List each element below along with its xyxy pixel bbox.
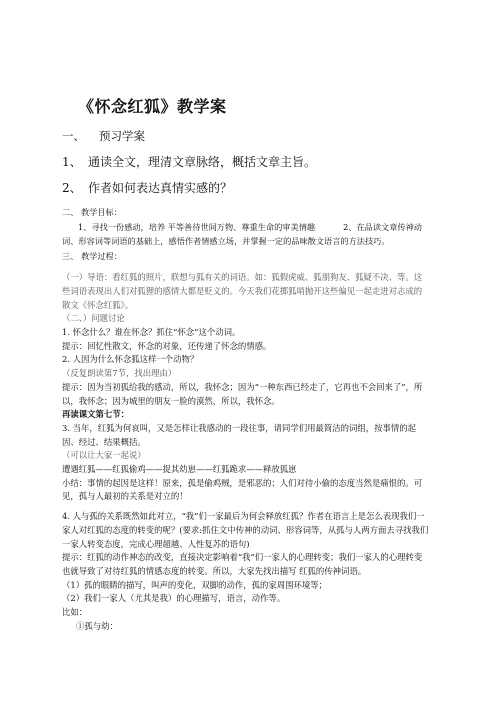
reread-heading: 再读课文第七节： [62, 409, 129, 420]
hint-2: 提示：因为当初狐给我的感动，所以，我怀念；因为“一种东西已经走了，它再也不会回来了”，所以，我怀念；因为城里的朋友一脸的漠然，所以，我怀念。 [62, 381, 423, 406]
question-1: 1. 怀念什么？谁在怀念？抓住“怀念”这个动词。 [62, 327, 241, 337]
summary: 小结：事情的起因是这样！原来，孤是偷鸡贼，是邪恶的；人们对待小偷的态度当然是痛恨的。可见，孤与人最初的关系是对立的！ [62, 477, 423, 502]
question-4: 4. 人与孤的关系既然如此对立，“我”们一家最后为何会释放红狐？作者在语言上是怎么表现我们一家人对红狐的态度的转变的呢？(要求:抓住文中传神的动词、形容词等，从孤与人两方面去寻找我们一家人转变态度，完成心理超越、人性复苏的语句) [62, 511, 429, 549]
list-item-2: （2）我们一家人（尤其是我）的心理描写，语言，动作等。 [62, 593, 286, 604]
preview-question-1: 1、 通读全文，理清文章脉络，概括文章主旨。 [62, 155, 317, 169]
preview-question-2: 2、 作者如何表达真情实感的？ [62, 181, 233, 195]
hint-4: 提示：红狐的动作神态的改变，直接决定影响着“我”们一家人的心理转变；我们一家人的心理转变也就导致了对待红狐的情感态度的转变。所以，大家先找出描写 红狐的传神词语。 [62, 552, 423, 576]
list-item-1: （1）孤的眼睛的描写，叫声的变化，双脚的动作，孤的家周围环境等； [62, 579, 327, 590]
document-title: 《怀念红狐》教学案 [78, 97, 227, 116]
section-goals-heading: 二、 教学目标： [62, 207, 122, 217]
teaching-goals: 1、寻找一份感动，培养 平等善待世间万物、尊重生命的审美情趣 2、在品读文章传神动词、形容词等词语的基础上，感悟作者情感立场，并掌握一定的品味散文语言的方法技巧。 [62, 221, 422, 246]
question-3-note: （可以让大家一起说） [62, 450, 146, 461]
example-item-1: ①孤与幼： [76, 620, 118, 631]
discussion-heading: （二、）问题讨论 [62, 313, 125, 324]
section-process-heading: 三、 教学过程： [62, 251, 122, 262]
hint-1: 提示：回忆性散文，怀念的对象，还传递了怀念的情感。 [62, 340, 272, 351]
question-2: 2. 人因为什么怀念狐这样一个动物？ [62, 354, 199, 365]
question-3: 3. 当年，红狐为何哀叫，又是怎样让我感动的一段往事，请同学们用最简洁的词组，按事情的起因、经过、结果概括。 [62, 422, 417, 447]
example-label: 比如： [62, 607, 88, 618]
question-2-note: （反复朗读第7节，找出理由） [62, 368, 177, 379]
event-chain: 遭遇红狐——红狐偷鸡——捉其幼崽——红狐跪求——释放狐崽 [62, 464, 297, 475]
section-preview-heading: 一、 预习学案 [62, 129, 145, 143]
lead-in-paragraph: （一）导语：看红狐的照片，联想与狐有关的词语。如：狐假虎威、狐朋狗友、狐疑不决、等。这些词语表现出人们对狐狸的感情大都是贬义的。今天我们花掷狐哨抛开这些偏见一起走进对志成的散文《怀念红狐》。 [62, 272, 423, 310]
